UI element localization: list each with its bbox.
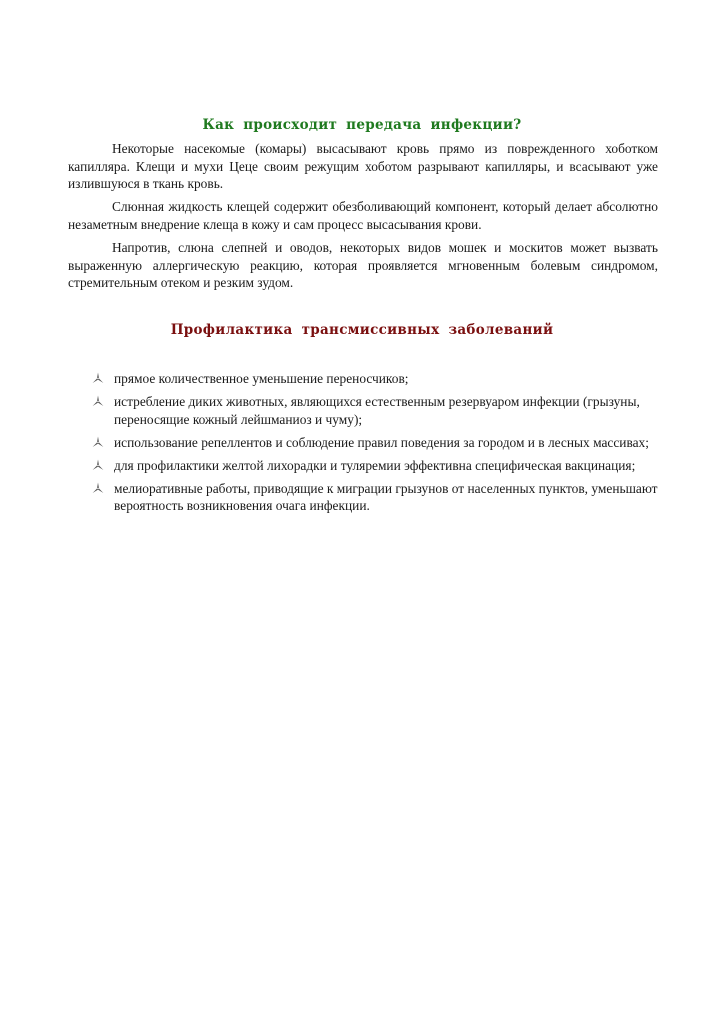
list-item-text: истребление диких животных, являющихся естественным резервуаром инфекции (грызуны, переносящие кожный лейшманиоз и чуму); — [114, 394, 640, 427]
list-item-text: для профилактики желтой лихорадки и туляремии эффективна специфическая вакцинация; — [114, 457, 636, 473]
section-heading-infection-transmission: Как происходит передача инфекции? — [202, 117, 522, 133]
paragraph: Напротив, слюна слепней и оводов, некоторых видов мошек и москитов может вызвать выраженную аллергическую реакцию, которая проявляется мгновенным болевым синдромом, стремительным отеком и резким зудом. — [68, 240, 658, 290]
list-item — [92, 434, 658, 452]
prevention-list — [92, 370, 658, 520]
tri-arrow-bullet-icon — [92, 459, 104, 471]
list-item-text: мелиоративные работы, приводящие к миграции грызунов от населенных пунктов, уменьшают вероятность возникновения очага инфекции. — [114, 480, 658, 513]
list-item — [92, 370, 658, 388]
tri-arrow-bullet-icon — [92, 372, 104, 384]
tri-arrow-bullet-icon — [92, 436, 104, 448]
paragraph: Некоторые насекомые (комары) высасывают кровь прямо из поврежденного хоботком капилляра. Клещи и мухи Цеце своим режущим хоботом разрывают капилляры, и всасывают уже излившуюся в ткань кровь. — [68, 141, 658, 191]
list-item — [92, 457, 658, 475]
list-item-text: прямое количественное уменьшение переносчиков; — [114, 371, 409, 386]
tri-arrow-bullet-icon — [92, 482, 104, 494]
tri-arrow-bullet-icon — [92, 395, 104, 407]
list-item — [92, 480, 658, 515]
paragraph: Слюнная жидкость клещей содержит обезболивающий компонент, который делает абсолютно незаметным внедрение клеща в кожу и сам процесс высасывания крови. — [68, 199, 658, 232]
list-item-text: использование репеллентов и соблюдение правил поведения за городом и в лесных массивах; — [114, 434, 649, 450]
list-item — [92, 393, 658, 428]
section-heading-prevention: Профилактика трансмиссивных заболеваний — [170, 322, 554, 338]
